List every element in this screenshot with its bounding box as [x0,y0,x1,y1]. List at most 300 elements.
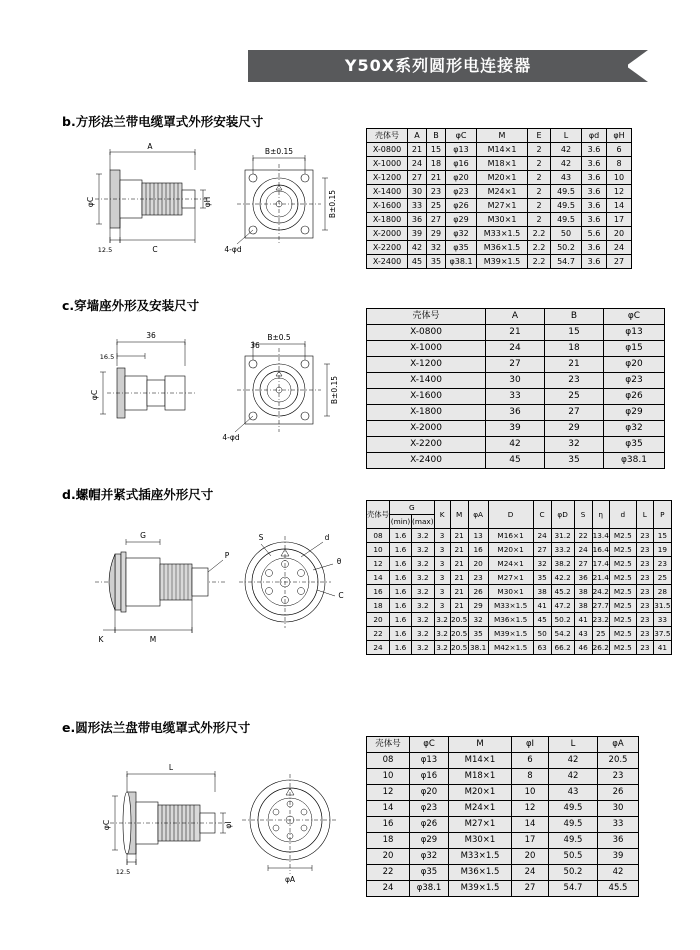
cell: 14 [367,571,390,585]
cell: 33 [486,389,545,405]
cell: 22 [574,529,592,543]
th-e-3: φI [512,737,549,753]
svg-text:12.5: 12.5 [115,868,131,876]
svg-text:B±0.15: B±0.15 [330,375,339,405]
cell: 12 [367,557,390,571]
cell: 39 [408,227,427,241]
table-row [367,453,665,469]
cell: M24×1 [449,801,512,817]
cell: 14 [512,817,549,833]
cell: 27 [533,543,551,557]
cell: X-1000 [367,341,486,357]
table-row [367,199,632,213]
cell: 50.2 [549,865,598,881]
svg-text:36: 36 [146,331,156,340]
cell: 36 [408,213,427,227]
cell: 23 [636,599,653,613]
table-row [367,627,672,641]
cell: φ32 [410,849,449,865]
cell: 3.2 [412,627,435,641]
drawing-d [55,512,365,672]
cell: 2 [528,199,551,213]
table-row [367,833,639,849]
cell: 3.2 [412,599,435,613]
cell: M2.5 [609,571,636,585]
cell: 27 [427,213,446,227]
cell: 42.2 [551,571,574,585]
cell: 3 [434,585,450,599]
th-d-phiA: φA [468,501,488,529]
cell: 15 [545,325,604,341]
cell: 1.6 [390,585,412,599]
cell: 45 [533,613,551,627]
table-row [367,599,672,613]
cell: M2.5 [609,557,636,571]
table-row [367,241,632,255]
table-row [367,185,632,199]
svg-text:A: A [147,142,153,151]
page-title: Y50X系列圆形电连接器 [344,56,532,75]
th-c-3: φC [604,309,665,325]
cell: 5.6 [582,227,607,241]
cell: 38 [574,585,592,599]
table-row [367,769,639,785]
page-header-banner [248,50,648,82]
cell: 45.5 [598,881,639,897]
cell: 3.6 [582,199,607,213]
cell: 29 [468,599,488,613]
cell: 50 [551,227,582,241]
cell: 14 [367,801,410,817]
cell: 23 [653,557,671,571]
cell: 50.5 [549,849,598,865]
cell: M2.5 [609,599,636,613]
cell: 12 [607,185,632,199]
cell: 23.2 [592,613,609,627]
cell: 35 [533,571,551,585]
table-row [367,437,665,453]
cell: 3.6 [582,255,607,269]
cell: φ23 [446,185,477,199]
cell: 25 [653,571,671,585]
cell: 23 [468,571,488,585]
cell: φ15 [604,341,665,357]
th-d-phiD: φD [551,501,574,529]
cell: 66.2 [551,641,574,655]
th-d-gmin: (min) [390,515,412,529]
cell: X-2000 [367,421,486,437]
cell: 23 [636,585,653,599]
cell: 46 [574,641,592,655]
cell: X-1400 [367,185,408,199]
cell: M24×1 [488,557,533,571]
cell: 49.5 [551,185,582,199]
cell: 21 [450,585,468,599]
table-row [367,613,672,627]
cell: 14 [607,199,632,213]
cell: 43 [574,627,592,641]
svg-text:d: d [324,533,330,542]
cell: 17.4 [592,557,609,571]
cell: 20 [367,849,410,865]
cell: 17 [607,213,632,227]
cell: 23 [598,769,639,785]
cell: 42 [486,437,545,453]
cell: 18 [367,833,410,849]
svg-text:4-φd: 4-φd [222,433,240,442]
cell: 20.5 [450,641,468,655]
cell: M24×1 [477,185,528,199]
cell: M2.5 [609,543,636,557]
th-e-2: M [449,737,512,753]
svg-text:K: K [98,635,104,644]
svg-text:φC: φC [90,389,99,401]
cell: 27 [607,255,632,269]
svg-text:φA: φA [284,875,296,884]
cell: 23 [636,557,653,571]
cell: 36 [486,405,545,421]
cell: φ20 [446,171,477,185]
th-b-0: 壳体号 [367,129,408,143]
section-b-heading: b.方形法兰带电缆罩式外形安装尺寸 [62,114,264,129]
cell: 26 [598,785,639,801]
table-row [367,255,632,269]
cell: φ35 [410,865,449,881]
svg-text:G: G [140,531,146,540]
cell: 45 [408,255,427,269]
cell: 23 [636,543,653,557]
cell: 29 [545,421,604,437]
cell: φ26 [604,389,665,405]
table-c [366,308,665,469]
cell: 27 [486,357,545,373]
cell: 30 [598,801,639,817]
cell: 3.2 [412,641,435,655]
th-b-1: A [408,129,427,143]
cell: 54.7 [549,881,598,897]
cell: M42×1.5 [488,641,533,655]
cell: 24 [367,641,390,655]
cell: 13 [468,529,488,543]
cell: 49.5 [549,817,598,833]
th-d-0: 壳体号 [367,501,390,529]
cell: 18 [367,599,390,613]
cell: 28 [653,585,671,599]
cell: X-0800 [367,325,486,341]
table-row [367,405,665,421]
cell: 45 [486,453,545,469]
cell: 3.6 [582,185,607,199]
cell: M33×1.5 [449,849,512,865]
cell: 3 [434,557,450,571]
cell: 12 [367,785,410,801]
cell: 2 [528,171,551,185]
th-c-0: 壳体号 [367,309,486,325]
cell: 1.6 [390,641,412,655]
cell: 20 [607,227,632,241]
cell: 20 [367,613,390,627]
cell: 30 [486,373,545,389]
table-row [367,865,639,881]
cell: M33×1.5 [477,227,528,241]
cell: 38.2 [551,557,574,571]
table-row [367,641,672,655]
svg-text:B±0.15: B±0.15 [264,147,294,156]
svg-text:12.5: 12.5 [97,246,113,254]
cell: 36 [598,833,639,849]
cell: X-2200 [367,437,486,453]
th-e-1: φC [410,737,449,753]
table-row [367,849,639,865]
cell: X-1600 [367,199,408,213]
cell: 42 [549,769,598,785]
cell: 37.5 [653,627,671,641]
cell: 32 [545,437,604,453]
drawing-e [55,748,365,898]
cell: 18 [545,341,604,357]
cell: 3.2 [412,571,435,585]
cell: 25 [545,389,604,405]
th-d-k: K [434,501,450,529]
table-e-header-row [367,737,639,753]
cell: 20.5 [598,753,639,769]
cell: M36×1.5 [449,865,512,881]
cell: 16 [367,817,410,833]
cell: 08 [367,753,410,769]
cell: M39×1.5 [449,881,512,897]
cell: M20×1 [477,171,528,185]
cell: φ13 [446,143,477,157]
cell: M33×1.5 [488,599,533,613]
cell: M30×1 [488,585,533,599]
cell: φ29 [604,405,665,421]
th-b-3: φC [446,129,477,143]
cell: X-1000 [367,157,408,171]
th-d-eta: η [592,501,609,529]
cell: M20×1 [488,543,533,557]
cell: 3 [434,599,450,613]
cell: 16 [367,585,390,599]
drawing-c [55,322,365,452]
svg-text:φI: φI [224,821,233,829]
svg-text:B±0.5: B±0.5 [267,333,291,342]
table-row [367,585,672,599]
cell: φ26 [410,817,449,833]
th-b-4: M [477,129,528,143]
cell: 24 [367,881,410,897]
cell: 21 [408,143,427,157]
cell: 33.2 [551,543,574,557]
cell: 24 [512,865,549,881]
cell: X-1800 [367,213,408,227]
cell: 21 [427,171,446,185]
table-b-header-row [367,129,632,143]
th-c-1: A [486,309,545,325]
cell: 50.2 [551,613,574,627]
cell: 27 [512,881,549,897]
cell: 21 [450,571,468,585]
cell: X-1400 [367,373,486,389]
cell: 2 [528,143,551,157]
cell: X-2400 [367,255,408,269]
cell: 3.2 [412,543,435,557]
table-e [366,736,639,897]
cell: 43 [551,171,582,185]
cell: M2.5 [609,613,636,627]
cell: 42 [549,753,598,769]
th-e-4: L [549,737,598,753]
th-b-6: L [551,129,582,143]
cell: 3.2 [412,557,435,571]
cell: 21 [486,325,545,341]
svg-text:36: 36 [250,341,260,350]
cell: 47.2 [551,599,574,613]
th-d-g: G [390,501,435,515]
cell: 17 [512,833,549,849]
cell: 35 [468,627,488,641]
cell: 21 [450,557,468,571]
table-row [367,171,632,185]
cell: φ32 [604,421,665,437]
cell: 3 [434,571,450,585]
cell: 42 [551,143,582,157]
cell: 38.1 [468,641,488,655]
th-b-8: φH [607,129,632,143]
cell: 27.7 [592,599,609,613]
cell: 08 [367,529,390,543]
th-e-5: φA [598,737,639,753]
cell: 38 [574,599,592,613]
table-row [367,817,639,833]
cell: M30×1 [449,833,512,849]
cell: 43 [549,785,598,801]
cell: 3.2 [434,627,450,641]
cell: M36×1.5 [477,241,528,255]
th-d-C: C [533,501,551,529]
cell: 42 [551,157,582,171]
section-c-heading: c.穿墙座外形及安装尺寸 [62,298,200,313]
cell: M36×1.5 [488,613,533,627]
cell: M16×1 [488,529,533,543]
cell: φ23 [410,801,449,817]
cell: 32 [533,557,551,571]
cell: 6 [512,753,549,769]
table-c-header-row [367,309,665,325]
cell: M2.5 [609,529,636,543]
cell: X-2200 [367,241,408,255]
cell: 1.6 [390,557,412,571]
cell: 27 [545,405,604,421]
cell: X-0800 [367,143,408,157]
section-d-heading: d.螺帽并紧式插座外形尺寸 [62,487,214,502]
svg-text:B±0.15: B±0.15 [328,189,337,219]
cell: 41 [533,599,551,613]
cell: 8 [512,769,549,785]
cell: 1.6 [390,571,412,585]
cell: 1.6 [390,613,412,627]
cell: φ38.1 [446,255,477,269]
th-d-D: D [488,501,533,529]
cell: 23 [545,373,604,389]
cell: 32 [427,241,446,255]
svg-text:4-φd: 4-φd [224,245,242,254]
cell: 20 [512,849,549,865]
svg-text:16.5: 16.5 [99,353,115,361]
cell: 3.6 [582,213,607,227]
cell: 2.2 [528,255,551,269]
banner-arrow [626,50,648,82]
table-row [367,543,672,557]
cell: M20×1 [449,785,512,801]
th-d-P: P [653,501,671,529]
cell: 3.6 [582,171,607,185]
cell: 3.6 [582,143,607,157]
th-d-gmax: (max) [412,515,435,529]
svg-text:φC: φC [86,196,95,208]
cell: 21 [450,599,468,613]
cell: 54.2 [551,627,574,641]
cell: 3.6 [582,157,607,171]
cell: 3.2 [412,529,435,543]
cell: 49.5 [549,801,598,817]
table-row [367,341,665,357]
svg-text:C: C [152,245,158,254]
table-row [367,571,672,585]
section-e-heading: e.圆形法兰盘带电缆罩式外形尺寸 [62,720,251,735]
table-row [367,389,665,405]
cell: φ20 [410,785,449,801]
cell: 33 [408,199,427,213]
cell: φ16 [446,157,477,171]
cell: 24 [574,543,592,557]
cell: 41 [653,641,671,655]
th-d-m: M [450,501,468,529]
cell: φ16 [410,769,449,785]
cell: 31.2 [551,529,574,543]
cell: 31.5 [653,599,671,613]
cell: M39×1.5 [488,627,533,641]
cell: X-2400 [367,453,486,469]
cell: 39 [598,849,639,865]
cell: 49.5 [551,213,582,227]
table-row [367,801,639,817]
table-row [367,785,639,801]
cell: 33 [598,817,639,833]
cell: 54.7 [551,255,582,269]
cell: 36 [574,571,592,585]
cell: 50.2 [551,241,582,255]
cell: 3.2 [434,613,450,627]
th-e-0: 壳体号 [367,737,410,753]
cell: 2 [528,185,551,199]
cell: 38 [533,585,551,599]
cell: φ20 [604,357,665,373]
cell: 23 [636,627,653,641]
cell: φ26 [446,199,477,213]
cell: X-1200 [367,357,486,373]
cell: 2 [528,157,551,171]
cell: 23 [636,641,653,655]
cell: 35 [427,255,446,269]
cell: M2.5 [609,585,636,599]
cell: 15 [653,529,671,543]
table-row [367,753,639,769]
cell: 63 [533,641,551,655]
cell: X-1600 [367,389,486,405]
drawing-b [55,140,365,265]
table-row [367,357,665,373]
cell: 21 [450,543,468,557]
